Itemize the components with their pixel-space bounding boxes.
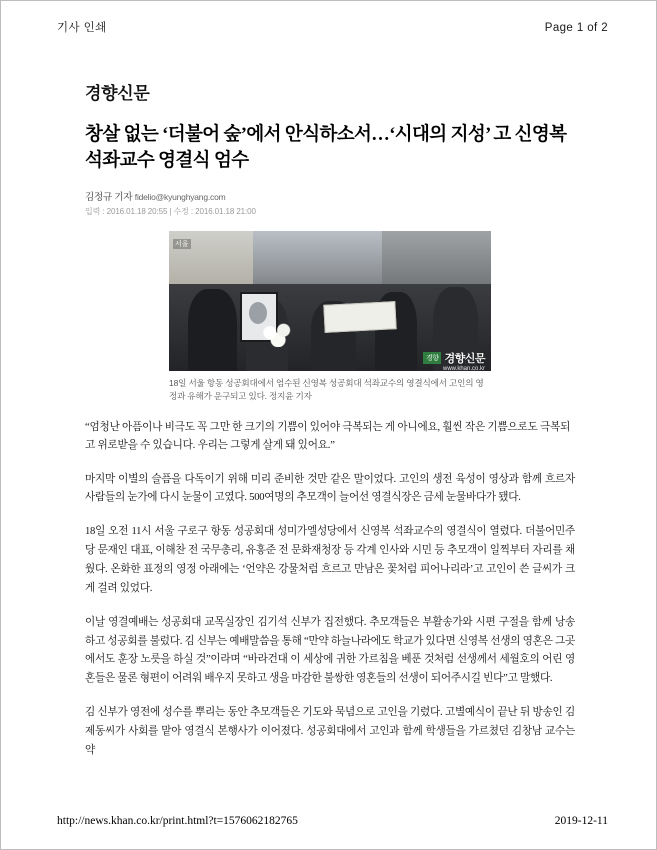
footer-url[interactable]: http://news.khan.co.kr/print.html?t=1576062182765 — [57, 815, 298, 827]
article-paragraph-lead: “엄청난 아픔이나 비극도 꼭 그만 한 크기의 기쁨이 있어야 극복되는 게 아니에요, 훨씬 작은 기쁨으로도 극복되고 위로받을 수 있습니다. 우리는 그렇게 살게 돼 있어요.” — [85, 422, 571, 452]
watermark-url: www.khan.co.kr — [442, 365, 485, 371]
photo-caption: 18일 서울 항동 성공회대에서 엄수된 신영복 성공회대 석좌교수의 영결식에서 고인의 영정과 유해가 운구되고 있다. 정지윤 기자 — [169, 377, 484, 401]
watermark-badge: 경향 — [423, 352, 442, 364]
byline-author: 김정규 기자 — [85, 191, 133, 203]
article-paragraph-5: 김 신부가 영전에 성수를 뿌리는 동안 추모객들은 기도와 묵념으로 고인을 기렸다. 고별예식이 끝난 뒤 방송인 김제동씨가 사회를 맡아 영결식 본행사가 이어졌다. 성공회대에서 고인과 함께 학생들을 가르쳤던 김창남 교수는 약 — [85, 707, 575, 756]
byline — [85, 189, 575, 203]
watermark-text: 경향신문 — [444, 352, 485, 365]
photo-location-label: 서울 — [175, 240, 189, 248]
funeral-photo — [169, 231, 491, 371]
article-paragraph-4: 이날 영결예배는 성공회대 교목실장인 김기석 신부가 집전했다. 추모객들은 부활송가와 시편 구절을 함께 낭송하고 성공회를 불렀다. 김 신부는 예배말씀을 통해 “만약 하늘나라에도 학교가 있다면 신영복 선생의 영혼은 그곳에서도 훈장 노릇을 하실 것”이라며 “바라건대 이 세상에 귀한 가르침을 베푼 것처럼 선생께서 세월호의 어린 영혼들은 물론 형편이 어려워 배우지 못하고 생을 마감한 불쌍한 영혼들의 선생이 되어주시길 빈다”고 말했다. — [85, 616, 575, 685]
photo-mourner-1 — [188, 289, 236, 370]
print-label: 기사 인쇄 — [57, 22, 107, 34]
byline-email: fidelio@kyunghyang.com — [134, 191, 226, 202]
photo-watermark — [423, 350, 485, 366]
newspaper-masthead: 경향신문 — [85, 84, 150, 103]
article-paragraph-2: 마지막 이별의 슬픔을 다독이기 위해 미리 준비한 것만 같은 말이었다. 고인의 생전 육성이 영상과 함께 흐르자 사람들의 눈가에 다시 눈물이 고였다. 500여명의 추모객이 늘어선 영결식장은 금세 눈물바다가 됐다. — [85, 473, 575, 504]
page-header — [1, 19, 656, 37]
article-figure — [85, 231, 575, 404]
photo-flowers — [256, 323, 302, 347]
page-indicator: Page 1 of 2 — [544, 22, 608, 34]
photo-casket — [323, 301, 396, 333]
footer-date: 2019-12-11 — [554, 815, 608, 827]
publish-dates: 입력 : 2016.01.18 20:55 | 수정 : 2016.01.18 21:00 — [85, 206, 256, 216]
article-container — [85, 79, 575, 761]
article-paragraph-3: 18일 오전 11시 서울 구로구 항동 성공회대 성미가엘성당에서 신영복 석좌교수의 영결식이 열렸다. 더불어민주당 문재인 대표, 이해찬 전 국무총리, 유홍준 전 문화재청장 등 각계 인사와 시민 등 추모객이 일찍부터 자리를 채웠다. 온화한 표정의 영정 아래에는 ‘언약은 강물처럼 흐르고 만남은 꽃처럼 피어나리라’고 고인이 쓴 글씨가 크게 걸려 있었다. — [85, 526, 575, 594]
page-footer — [1, 815, 656, 827]
article-headline: 창살 없는 ‘더불어 숲’에서 안식하소서…‘시대의 지성’ 고 신영복 석좌교수 영결식 엄수 — [85, 125, 567, 172]
